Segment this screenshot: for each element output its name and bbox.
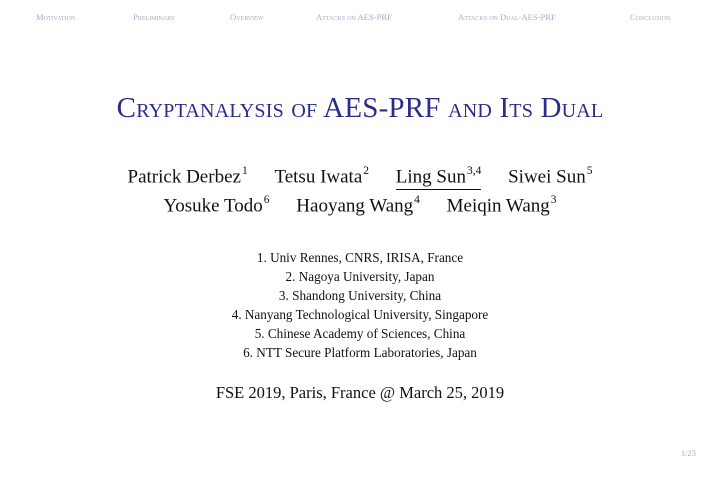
nav-attacks-on-aes-prf[interactable]: Attacks on AES-PRF xyxy=(316,12,392,22)
author-affiliation-mark: 1 xyxy=(241,165,248,177)
affiliation-item: 6. NTT Secure Platform Laboratories, Japan xyxy=(243,345,477,360)
author-affiliation-mark: 4 xyxy=(414,194,420,206)
author xyxy=(128,166,248,188)
affiliation-item: 4. Nanyang Technological University, Singapore xyxy=(231,307,489,322)
author-list-row-2 xyxy=(0,195,720,217)
author-list-row-1 xyxy=(0,166,720,190)
author xyxy=(274,166,369,188)
author xyxy=(163,195,269,217)
nav-preliminary[interactable]: Preliminary xyxy=(133,12,176,22)
conference-venue-date: FSE 2019, Paris, France @ March 25, 2019 xyxy=(215,383,505,402)
author-name: Yosuke Todo xyxy=(163,195,263,217)
author-affiliation-mark: 5 xyxy=(586,165,593,177)
affiliation-item: 5. Chinese Academy of Sciences, China xyxy=(254,326,466,341)
affiliation-item: 3. Shandong University, China xyxy=(278,288,442,303)
affiliation-list xyxy=(0,248,720,362)
author-affiliation-mark: 3,4 xyxy=(466,165,482,177)
author xyxy=(447,195,557,217)
nav-attacks-on-dual-aes-prf[interactable]: Attacks on Dual-AES-PRF xyxy=(458,12,556,22)
nav-conclusion[interactable]: Conclusion xyxy=(630,12,671,22)
author-affiliation-mark: 2 xyxy=(363,165,370,177)
author-name: Siwei Sun xyxy=(508,166,586,188)
presenting-author xyxy=(396,166,482,190)
author-affiliation-mark: 3 xyxy=(550,194,557,206)
section-navigation-bar xyxy=(0,12,720,26)
author xyxy=(296,195,420,217)
author-name: Ling Sun xyxy=(395,166,466,188)
affiliation-item: 2. Nagoya University, Japan xyxy=(285,269,435,284)
nav-motivation[interactable]: Motivation xyxy=(36,12,76,22)
page-number: 1/23 xyxy=(680,448,696,458)
author-name: Patrick Derbez xyxy=(127,166,241,188)
author-name: Tetsu Iwata xyxy=(274,166,363,188)
author xyxy=(508,166,592,188)
nav-overview[interactable]: Overview xyxy=(230,12,264,22)
author-name: Haoyang Wang xyxy=(296,195,414,217)
author-name: Meiqin Wang xyxy=(446,195,550,217)
affiliation-item: 1. Univ Rennes, CNRS, IRISA, France xyxy=(256,250,464,265)
presentation-title: Cryptanalysis of AES-PRF and Its Dual xyxy=(116,92,604,124)
author-affiliation-mark: 6 xyxy=(263,194,270,206)
